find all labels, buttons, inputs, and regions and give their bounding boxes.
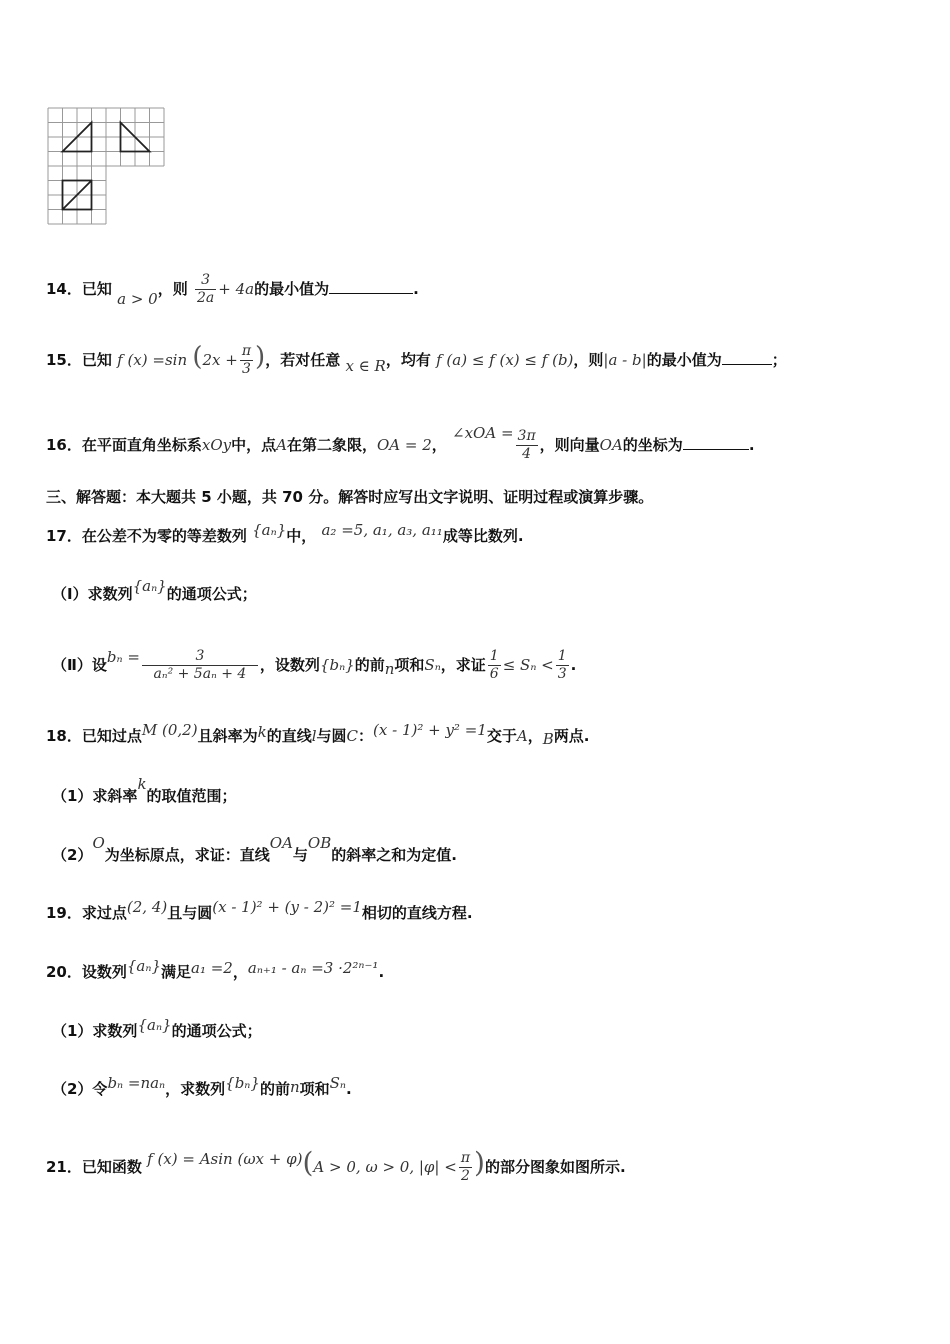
q20-math-seq: {aₙ} [126,957,161,975]
q15-math-function: f (x) =sin [117,351,188,369]
q18-text6: 交于 [486,727,517,745]
q14-text2: ，则 [157,280,188,298]
q20-math-recurrence: aₙ₊₁ - aₙ =3 ·2²ⁿ⁻¹ [247,959,379,977]
question-20-part-1 [52,1016,262,1041]
q20-p1-math: {aₙ} [137,1016,172,1034]
q16-text6: 的坐标为 [622,436,683,454]
q15-text4: ，则 [573,351,604,369]
q17-text: 在公差不为零的等差数列 [81,527,247,545]
q18-p2-math-ob: OB [307,834,332,852]
q20-p2-math-n: n [289,1078,300,1096]
q16-text: 在平面直角坐标系 [81,436,202,454]
q20-p1-label: （1）求数列 [52,1022,138,1040]
q17-p2-frac3-den: 3 [557,666,567,682]
q21-fraction [459,1150,472,1185]
q18-p2-math-oa: OA [269,834,293,852]
q19-text3: 相切的直线方程. [361,904,473,922]
q17-p2-math-seq: {bₙ} [319,656,355,674]
q20-end: . [378,963,385,981]
q19-text2: 且与圆 [167,904,213,922]
question-20-part-2 [52,1074,352,1099]
question-18-part-2 [52,834,457,865]
q17-p2-text3: 项和 [394,656,425,674]
q16-frac-num: 3π [517,428,536,444]
q18-text3: 的直线 [266,727,312,745]
q18-math-k: k [257,723,267,741]
q14-text: 已知 [81,280,112,298]
q17-p2-text2: 的前 [354,656,385,674]
question-14 [46,272,419,307]
q17-p2-frac-num: 3 [142,648,258,666]
q20-p1-text: 的通项公式； [171,1022,262,1040]
q17-math-seq: {aₙ} [252,521,287,539]
q16-math-angle: ∠xOA = [452,424,514,442]
q14-math-condition: a > 0 [117,290,158,308]
q18-number: 18． [46,727,82,745]
q21-math-conditions: A > 0, ω > 0, |φ| < [313,1158,457,1176]
q18-p1-text: 的取值范围； [146,787,237,805]
q17-p2-frac-lower [488,648,501,683]
q21-frac-num: π [460,1150,471,1166]
q15-left-paren: ( [192,342,203,372]
q15-right-paren: ) [255,342,266,372]
question-17-part-1 [52,577,257,604]
q17-text2: 中， [286,527,317,545]
q15-number: 15． [46,351,82,369]
q20-p2-text2: 的前 [259,1080,290,1098]
q15-math-inequality: f (a) ≤ f (x) ≤ f (b) [436,351,574,369]
q16-math-length: OA = 2 [377,436,432,454]
q18-p2-text1: 为坐标原点，求证：直线 [104,846,270,864]
q16-math-point: A [276,436,287,454]
question-21 [46,1146,626,1185]
q14-number: 14． [46,280,82,298]
answer-blank-16[interactable] [683,449,749,450]
q18-math-b: B [542,730,554,748]
q14-end: . [413,280,419,298]
q15-text3: ，均有 [385,351,431,369]
q17-math-terms: a₂ =5, a₁, a₃, a₁₁ [321,521,443,539]
q14-fraction [195,272,216,307]
q17-p2-end: . [570,656,577,674]
q21-text2: 的部分图象如图所示. [484,1158,626,1176]
q15-frac-num: π [241,343,252,359]
q16-fraction [516,428,538,463]
q17-p2-frac-upper [556,648,569,683]
q18-p2-label: （2） [52,846,93,864]
q16-text3: 在第二象限， [286,436,377,454]
q18-math-c: C [346,727,359,745]
q15-text5: 的最小值为 [646,351,722,369]
question-16 [46,424,755,463]
q16-math-system: xOy [201,436,232,454]
q18-p2-text2: 与 [292,846,308,864]
q21-text1: 已知函数 [81,1158,142,1176]
q14-frac-den: 2a [196,290,215,306]
q15-fraction [240,343,253,378]
q18-p2-text3: 的斜率之和为定值. [331,846,457,864]
q18-text4: 与圆 [316,727,347,745]
q20-math-a1: a₁ =2 [191,959,233,977]
q18-p1-math: k [137,775,147,793]
section-3-heading: 三、解答题：本大题共 5 小题，共 70 分。解答时应写出文字说明、证明过程或演算步骤。 [46,488,654,506]
q18-math-a: A [516,727,528,745]
q17-text3: 成等比数列. [442,527,524,545]
q19-math-point: (2, 4) [126,898,168,916]
q17-p2-frac2-den: 6 [489,666,499,682]
question-17 [46,521,524,546]
q15-math-arg: 2x + [202,351,238,369]
question-15 [46,343,787,378]
q21-frac-den: 2 [460,1168,470,1184]
q17-p2-math-s: Sₙ [424,656,441,674]
question-20 [46,957,385,982]
q16-number: 16． [46,436,82,454]
q15-frac-den: 3 [241,361,251,377]
q21-number: 21． [46,1158,82,1176]
q20-p2-text3: 项和 [299,1080,330,1098]
answer-blank-14[interactable] [329,293,413,294]
q18-math-l: l [311,727,317,745]
q17-p2-math-ineq: ≤ Sₙ < [502,656,554,674]
q18-p1-label: （1）求斜率 [52,787,138,805]
q20-p2-end: . [346,1080,352,1098]
q17-p2-math-n: n [384,660,395,678]
q17-p2-text1: ，设数列 [259,656,320,674]
q17-p2-frac2-num: 1 [489,648,499,664]
q20-p2-math-s: Sₙ [329,1074,346,1092]
q16-text4: ， [431,436,447,454]
q14-text3: 的最小值为 [254,280,330,298]
q18-text7: ， [527,727,543,745]
q17-number: 17． [46,527,82,545]
q17-p2-label: （Ⅱ）设 [52,656,107,674]
question-17-part-2 [52,648,576,683]
q19-math-circle: (x - 1)² + (y - 2)² =1 [212,898,362,916]
q21-right-paren: ) [474,1146,485,1179]
top-grid [48,108,164,166]
q20-number: 20． [46,963,82,981]
q17-p2-math-b: bₙ = [106,648,140,666]
grid-figure [46,106,168,228]
q17-p2-frac3-num: 1 [557,648,567,664]
q15-end: ； [771,351,787,369]
q19-number: 19． [46,904,82,922]
q16-math-vector: OA [599,436,623,454]
q20-text2: 满足 [161,963,192,981]
q18-math-circle: (x - 1)² + y² =1 [373,721,487,739]
question-18-part-1 [52,775,237,806]
q15-math-abs: |a - b| [603,351,647,369]
q16-end: . [748,436,755,454]
q16-frac-den: 4 [522,446,532,462]
q17-p1-text: 的通项公式； [166,585,257,603]
q20-text1: 设数列 [81,963,127,981]
q21-left-paren: ( [302,1146,314,1179]
q20-p2-math-b: bₙ =naₙ [107,1074,166,1092]
q18-text1: 已知过点 [81,727,142,745]
q20-text3: ， [232,963,248,981]
q14-math-term: + 4a [218,280,255,298]
question-18 [46,721,590,748]
q18-p2-math-o: O [92,834,105,852]
q20-p2-label: （2）令 [52,1080,108,1098]
q18-text2: 且斜率为 [197,727,258,745]
q20-p2-math-seq: {bₙ} [225,1074,260,1092]
q19-text1: 求过点 [81,904,127,922]
q14-frac-num: 3 [195,272,216,290]
q16-text2: 中，点 [231,436,277,454]
q17-p1-label: （Ⅰ）求数列 [52,585,133,603]
question-19 [46,898,473,923]
q20-p2-text1: ，求数列 [165,1080,226,1098]
q17-p2-text4: ，求证 [440,656,486,674]
q16-text5: ，则向量 [539,436,600,454]
q21-math-function: f (x) = Asin (ωx + φ) [147,1150,303,1168]
q15-text: 已知 [81,351,112,369]
q18-math-point: M (0,2) [141,721,198,739]
q15-math-domain: x ∈ R [345,357,386,375]
q17-p2-fraction [142,648,258,683]
answer-blank-15[interactable] [722,364,772,365]
q17-p1-math: {aₙ} [132,577,167,595]
q17-p2-frac-den: aₙ² + 5aₙ + 4 [153,666,247,682]
q15-text2: ，若对任意 [265,351,341,369]
q18-text5: ： [358,727,374,745]
q18-text8: 两点. [553,727,590,745]
